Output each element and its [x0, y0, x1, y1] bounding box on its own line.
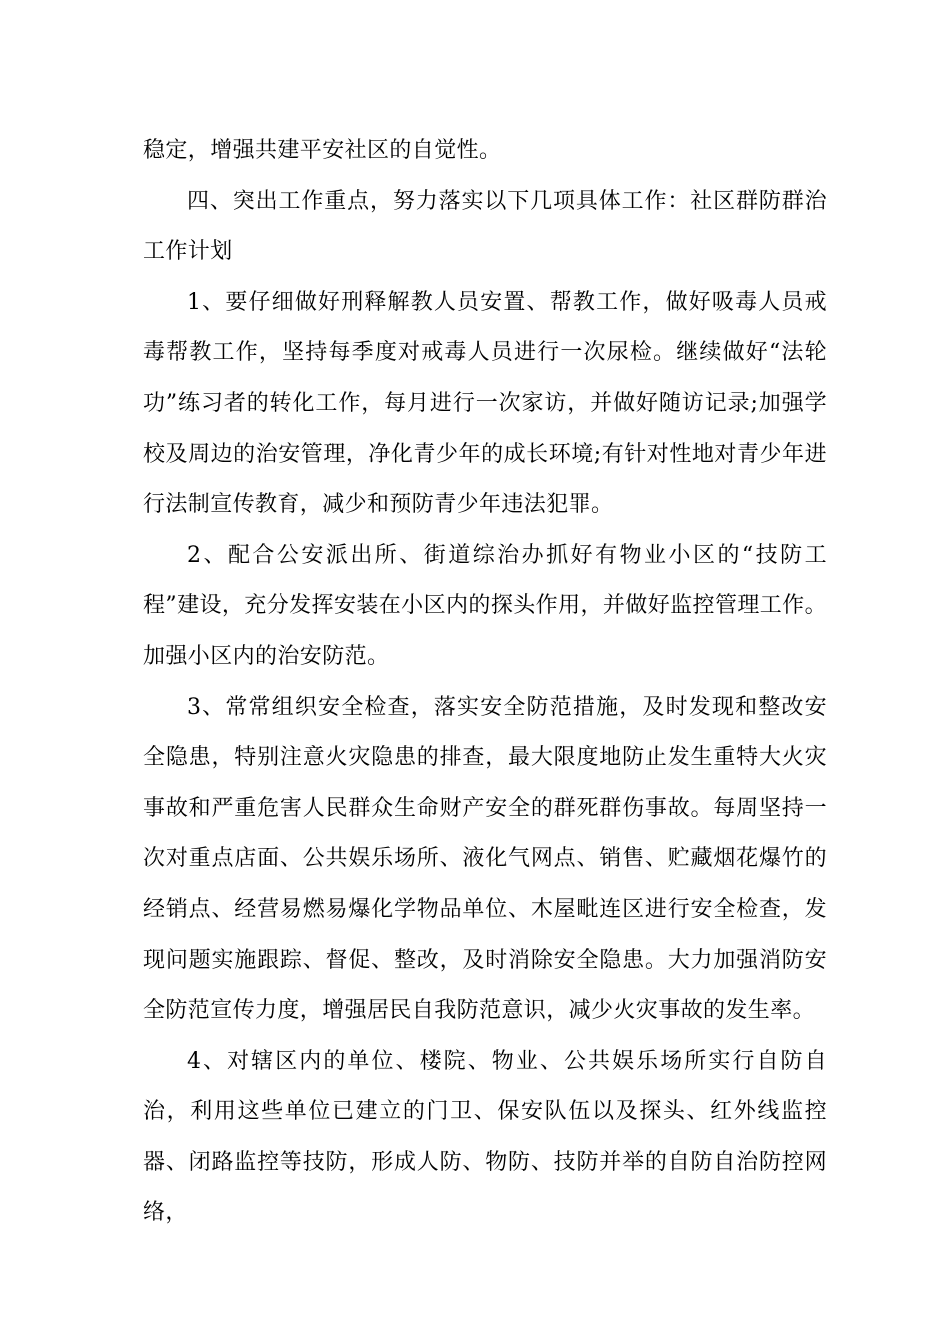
- document-page: [143, 126, 827, 1239]
- paragraph-continuation: 稳定，增强共建平安社区的自觉性。: [143, 138, 502, 163]
- paragraph-item-1: 1、要仔细做好刑释解教人员安置、帮教工作，做好吸毒人员戒毒帮教工作，坚持每季度对戒毒人员进行一次尿检。继续做好“法轮功”练习者的转化工作，每月进行一次家访，并做好随访记录;加强学校及周边的治安管理，净化青少年的成长环境;有针对性地对青少年进行法制宣传教育，减少和预防青少年违法犯罪。: [143, 289, 827, 518]
- paragraph-item-3: 3、常常组织安全检查，落实安全防范措施，及时发现和整改安全隐患，特别注意火灾隐患的排查，最大限度地防止发生重特大火灾事故和严重危害人民群众生命财产安全的群死群伤事故。每周坚持一次对重点店面、公共娱乐场所、液化气网点、销售、贮藏烟花爆竹的经销点、经营易燃易爆化学物品单位、木屋毗连区进行安全检查，发现问题实施跟踪、督促、整改，及时消除安全隐患。大力加强消防安全防范宣传力度，增强居民自我防范意识，减少火灾事故的发生率。: [143, 694, 827, 1024]
- paragraph-section-four-heading: 四、突出工作重点，努力落实以下几项具体工作：社区群防群治工作计划: [143, 188, 827, 265]
- paragraph-item-2: 2、配合公安派出所、街道综治办抓好有物业小区的“技防工程”建设，充分发挥安装在小区内的探头作用，并做好监控管理工作。加强小区内的治安防范。: [143, 542, 827, 669]
- paragraph-item-4: 4、对辖区内的单位、楼院、物业、公共娱乐场所实行自防自治，利用这些单位已建立的门卫、保安队伍以及探头、红外线监控器、闭路监控等技防，形成人防、物防、技防并举的自防自治防控网络，: [143, 1048, 827, 1226]
